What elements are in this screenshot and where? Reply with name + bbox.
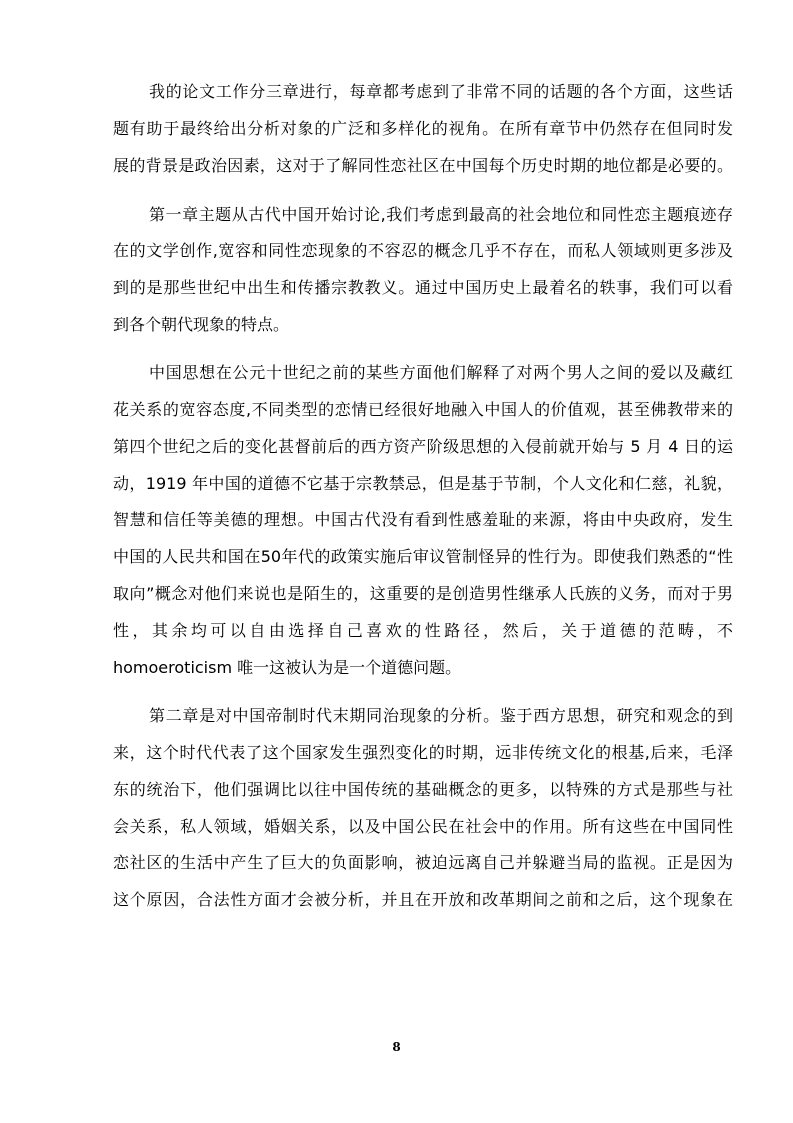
paragraph-4-line-1: 第二章是对中国帝制时代末期同治现象的分析。鉴于西方思想，研究和观念的到 <box>149 706 733 725</box>
paragraph-4-line-6: 这个原因，合法性方面才会被分析，并且在开放和改革期间之前和之后，这个现象在 <box>113 890 733 909</box>
paragraph-4-line-3: 东的统治下，他们强调比以往中国传统的基础概念的更多，以特殊的方式是那些与社 <box>113 780 733 799</box>
paragraph-3-line-4: 动，1919 年中国的道德不它基于宗教禁忌，但是基于节制，个人文化和仁慈，礼貌， <box>113 474 733 493</box>
paragraph-3-line-7: 取向”概念对他们来说也是陌生的，这重要的是创造男性继承人氏族的义务，而对于男 <box>113 584 733 603</box>
paragraph-3-line-2: 花关系的宽容态度,不同类型的恋情已经很好地融入中国人的价值观，甚至佛教带来的 <box>113 400 733 419</box>
paragraph-4-line-2: 来，这个时代代表了这个国家发生强烈变化的时期，远非传统文化的根基,后来，毛泽 <box>113 743 733 762</box>
page-number: 8 <box>392 1040 401 1054</box>
paragraph-2-line-2: 在的文学创作,宽容和同性恋现象的不容忍的概念几乎不存在，而私人领域则更多涉及 <box>113 241 733 260</box>
paragraph-2-line-3: 到的是那些世纪中出生和传播宗教教义。通过中国历史上最着名的轶事，我们可以看 <box>113 278 733 297</box>
paragraph-3-line-6: 中国的人民共和国在50年代的政策实施后审议管制怪异的性行为。即使我们熟悉的“性 <box>113 547 733 566</box>
paragraph-3-line-1: 中国思想在公元十世纪之前的某些方面他们解释了对两个男人之间的爱以及藏红 <box>149 363 733 382</box>
paragraph-3-line-8: 性，其余均可以自由选择自己喜欢的性路径，然后，关于道德的范畴，不 <box>113 621 733 640</box>
paragraph-1-line-2: 题有助于最终给出分析对象的广泛和多样化的视角。在所有章节中仍然存在但同时发 <box>113 119 733 138</box>
paragraph-4-line-5: 恋社区的生活中产生了巨大的负面影响，被迫远离自己并躲避当局的监视。正是因为 <box>113 853 733 872</box>
paragraph-3-line-9: homoeroticism 唯一这被认为是一个道德问题。 <box>113 658 462 677</box>
paragraph-3-line-3: 第四个世纪之后的变化甚督前后的西方资产阶级思想的入侵前就开始与 5 月 4 日的运 <box>113 437 733 456</box>
paragraph-4-line-4: 会关系，私人领域，婚姻关系，以及中国公民在社会中的作用。所有这些在中国同性 <box>113 817 733 836</box>
paragraph-1-line-1: 我的论文工作分三章进行，每章都考虑到了非常不同的话题的各个方面，这些话 <box>149 82 733 101</box>
paragraph-3-line-5: 智慧和信任等美德的理想。中国古代没有看到性感羞耻的来源，将由中央政府，发生 <box>113 510 733 529</box>
paragraph-2-line-4: 到各个朝代现象的特点。 <box>113 315 290 334</box>
paragraph-1-line-3: 展的背景是政治因素，这对于了解同性恋社区在中国每个历史时期的地位都是必要的。 <box>113 156 733 175</box>
paragraph-2-line-1: 第一章主题从古代中国开始讨论,我们考虑到最高的社会地位和同性恋主题痕迹存 <box>149 205 733 224</box>
